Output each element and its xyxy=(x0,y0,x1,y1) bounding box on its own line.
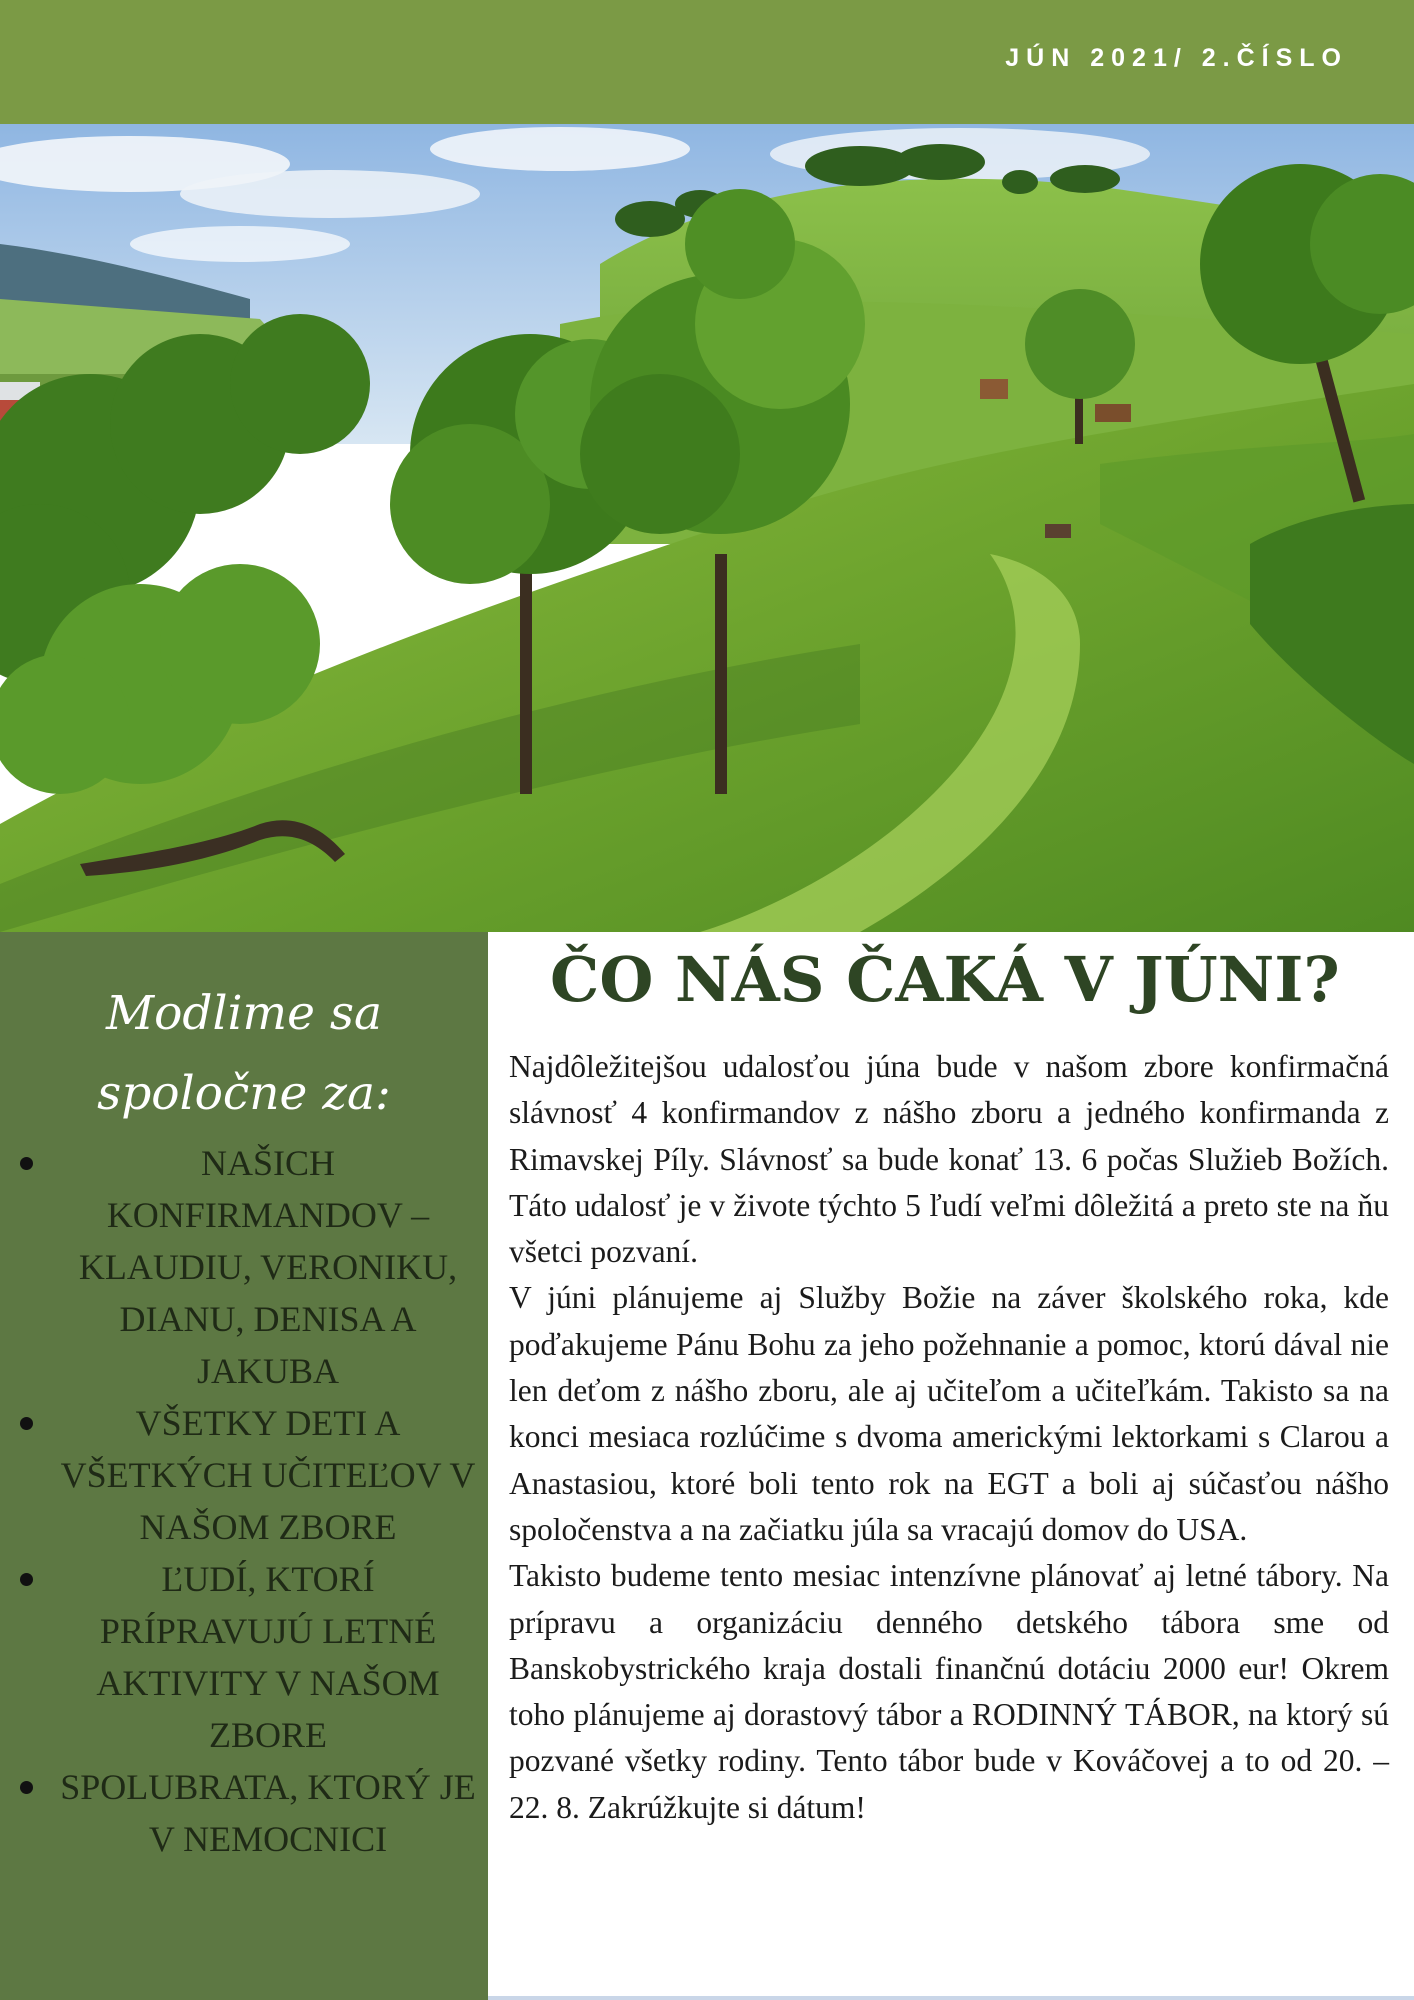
bullet-icon xyxy=(20,1573,33,1586)
prayer-list xyxy=(0,1137,488,1865)
prayer-item-label: SPOLUBRATA, KTORÝ JE V NEMOCNICI xyxy=(60,1767,476,1859)
issue-label: JÚN 2021/ 2.ČÍSLO xyxy=(1005,44,1348,72)
prayer-list-item xyxy=(0,1137,488,1397)
bullet-icon xyxy=(20,1781,33,1794)
prayer-list-item xyxy=(0,1553,488,1761)
prayer-item-label: VŠETKY DETI A VŠETKÝCH UČITEĽOV V NAŠOM ZBORE xyxy=(60,1403,476,1547)
prayer-list-item xyxy=(0,1397,488,1553)
prayer-item-label: ĽUDÍ, KTORÍ PRÍPRAVUJÚ LETNÉ AKTIVITY V NAŠOM ZBORE xyxy=(96,1559,440,1755)
prayer-item-label: NAŠICH KONFIRMANDOV – KLAUDIU, VERONIKU, DIANU, DENISA A JAKUBA xyxy=(78,1143,458,1391)
landscape-photo-icon xyxy=(0,124,1414,932)
prayer-sidebar xyxy=(0,932,488,2000)
article-body xyxy=(509,1044,1389,1831)
article-paragraph: Najdôležitejšou udalosťou júna bude v našom zbore konfirmačná slávnosť 4 konfirmandov z nášho zboru a jedného konfirmanda z Rimavskej Píly. Slávnosť sa bude konať 13. 6 počas Služieb Božích. Táto udalosť je v živote týchto 5 ľudí veľmi dôležitá a preto ste na ňu všetci pozvaní. xyxy=(509,1049,1389,1270)
sidebar-title xyxy=(0,974,488,1134)
article-title: ČO NÁS ČAKÁ V JÚNI? xyxy=(550,943,1340,1016)
bullet-icon xyxy=(20,1417,33,1430)
header-band xyxy=(0,0,1414,124)
sidebar-title-line2: spoločne za: xyxy=(97,1066,391,1121)
article-paragraph: Takisto budeme tento mesiac intenzívne plánovať aj letné tábory. Na prípravu a organizáciu denného detského tábora sme od Banskobystrického kraja dostali finančnú dotáciu 2000 eur! Okrem toho plánujeme aj dorastový tábor a RODINNÝ TÁBOR, na ktorý sú pozvané všetky rodiny. Tento tábor bude v Kováčovej a to od 20. – 22. 8. Zakrúžkujte si dátum! xyxy=(509,1558,1389,1825)
sidebar-title-line1: Modlime sa xyxy=(105,986,383,1041)
article xyxy=(488,932,1414,2000)
prayer-list-item xyxy=(0,1761,488,1865)
bullet-icon xyxy=(20,1157,33,1170)
bottom-divider xyxy=(488,1996,1414,2000)
article-paragraph: V júni plánujeme aj Služby Božie na záver školského roka, kde poďakujeme Pánu Bohu za jeho požehnanie a pomoc, ktorú dával nie len deťom z nášho zboru, ale aj učiteľom a učiteľkám. Takisto sa na konci mesiaca rozlúčime s dvoma americkými lektorkami s Clarou a Anastasiou, ktoré boli tento rok na EGT a boli aj súčasťou nášho spoločenstva a na začiatku júla sa vracajú domov do USA. xyxy=(509,1280,1389,1547)
landscape-photo xyxy=(0,124,1414,932)
